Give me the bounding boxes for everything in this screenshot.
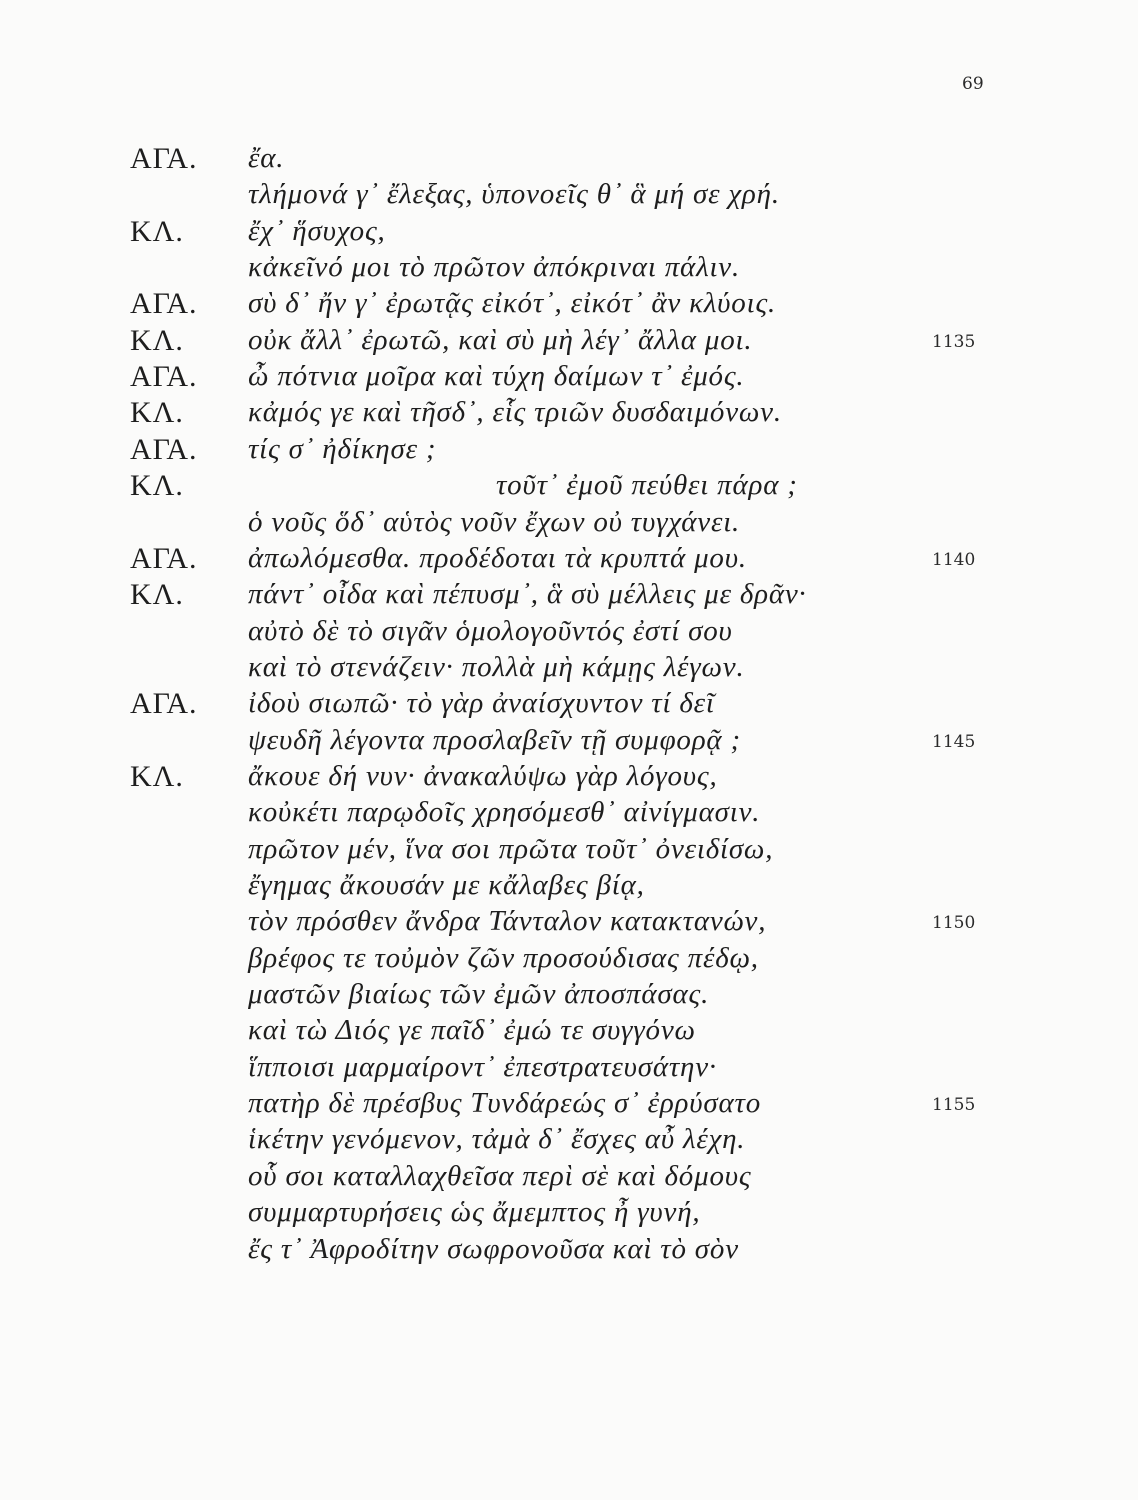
verse-line: [0, 469, 1138, 509]
speaker-label: ΚΛ.: [130, 214, 184, 248]
speaker-label: ΚΛ.: [130, 759, 184, 793]
verse-line: [0, 724, 1138, 764]
verse-text: ἵπποισι μαρμαίροντ᾽ ἐπεστρατευσάτην·: [248, 1050, 717, 1083]
verse-text: οὐκ ἄλλ᾽ ἐρωτῶ, καὶ σὺ μὴ λέγ᾽ ἄλλα μοι.: [248, 323, 753, 356]
speaker-label: ΑΓΑ.: [130, 287, 198, 321]
verse-text: κοὐκέτι παρῳδοῖς χρησόμεσθ᾽ αἰνίγμασιν.: [248, 796, 761, 829]
verse-text: καὶ τὸ στενάζειν· πολλὰ μὴ κάμῃς λέγων.: [248, 650, 745, 683]
verse-text: πατὴρ δὲ πρέσβυς Τυνδάρεώς σ᾽ ἐρρύσατο: [248, 1087, 761, 1120]
page-number: 69: [962, 74, 984, 94]
verse-line: [0, 760, 1138, 800]
speaker-label: ΚΛ.: [130, 396, 184, 430]
verse-text: μαστῶν βιαίως τῶν ἐμῶν ἀποσπάσας.: [248, 978, 710, 1011]
verse-line: [0, 1196, 1138, 1236]
verse-text: σὺ δ᾽ ἤν γ᾽ ἐρωτᾷς εἰκότ᾽, εἰκότ᾽ ἂν κλύοις.: [248, 287, 777, 320]
speaker-label: ΑΓΑ.: [130, 360, 198, 394]
verse-line: [0, 869, 1138, 909]
line-number: 1140: [932, 549, 976, 570]
verse-text: πρῶτον μέν, ἵνα σοι πρῶτα τοῦτ᾽ ὀνειδίσω,: [248, 832, 774, 865]
verse-line: [0, 287, 1138, 327]
verse-text: ὦ πότνια μοῖρα καὶ τύχη δαίμων τ᾽ ἐμός.: [248, 360, 745, 393]
verse-line: [0, 433, 1138, 473]
verse-text: αὐτὸ δὲ τὸ σιγᾶν ὁμολογοῦντός ἐστί σου: [248, 614, 733, 647]
verse-text: οὗ σοι καταλλαχθεῖσα περὶ σὲ καὶ δόμους: [248, 1159, 752, 1192]
speaker-label: ΑΓΑ.: [130, 432, 198, 466]
verse-text: συμμαρτυρήσεις ὡς ἄμεμπτος ἦ γυνή,: [248, 1196, 701, 1229]
verse-text: ἔα.: [248, 142, 285, 174]
speaker-label: ΑΓΑ.: [130, 142, 198, 175]
verse-text: ψευδῆ λέγοντα προσλαβεῖν τῇ συμφορᾷ ;: [248, 723, 741, 756]
verse-line: [0, 1014, 1138, 1054]
line-number: 1150: [932, 913, 976, 934]
verse-text: βρέφος τε τοὐμὸν ζῶν προσούδισας πέδῳ,: [248, 941, 759, 974]
verse-text: τλήμονά γ᾽ ἔλεξας, ὑπονοεῖς θ᾽ ἃ μή σε χρή.: [248, 178, 780, 211]
verse-text: τὸν πρόσθεν ἄνδρα Τάνταλον κατακτανών,: [248, 905, 767, 938]
verse-line: [0, 615, 1138, 655]
verse-line: [0, 796, 1138, 836]
verse-line: [0, 1233, 1138, 1273]
verse-text: καὶ τὼ Διός γε παῖδ᾽ ἐμώ τε συγγόνω: [248, 1014, 696, 1047]
verse-line: [0, 1051, 1138, 1091]
verse-line: [0, 506, 1138, 546]
speaker-label: ΚΛ.: [130, 323, 184, 357]
verse-line: [0, 215, 1138, 255]
line-number: 1155: [932, 1095, 976, 1116]
verse-text: ἔχ᾽ ἥσυχος,: [248, 214, 386, 247]
line-number: 1145: [932, 731, 976, 752]
verse-line: [0, 905, 1138, 945]
verse-text: ἄκουε δή νυν· ἀνακαλύψω γὰρ λόγους,: [248, 759, 718, 792]
verse-text: τοῦτ᾽ ἐμοῦ πεύθει πάρα ;: [496, 469, 798, 502]
verse-line: [0, 687, 1138, 727]
verse-line: [0, 833, 1138, 873]
verse-text: ἔς τ᾽ Ἀφροδίτην σωφρονοῦσα καὶ τὸ σὸν: [248, 1232, 739, 1265]
verse-line: [0, 178, 1138, 218]
speaker-label: ΑΓΑ.: [130, 687, 198, 721]
line-number: 1135: [932, 331, 976, 352]
verse-line: [0, 651, 1138, 691]
verse-line: [0, 942, 1138, 982]
verse-line: [0, 1123, 1138, 1163]
verse-text: ἱκέτην γενόμενον, τἀμὰ δ᾽ ἔσχες αὖ λέχη.: [248, 1123, 746, 1156]
verse-text: ἔγημας ἄκουσάν με κἄλαβες βίᾳ,: [248, 869, 645, 901]
verse-text: ἰδοὺ σιωπῶ· τὸ γὰρ ἀναίσχυντον τί δεῖ: [248, 687, 715, 720]
verse-line: [0, 1160, 1138, 1200]
verse-line: [0, 324, 1138, 364]
verse-text: κἀμός γε καὶ τῆσδ᾽, εἷς τριῶν δυσδαιμόνων.: [248, 396, 782, 429]
verse-text: ἀπωλόμεσθα. προδέδοται τὰ κρυπτά μου.: [248, 541, 747, 574]
verse-line: [0, 396, 1138, 436]
verse-text: τίς σ᾽ ἠδίκησε ;: [248, 432, 437, 465]
speaker-label: ΑΓΑ.: [130, 541, 198, 575]
verse-text: πάντ᾽ οἶδα καὶ πέπυσμ᾽, ἃ σὺ μέλλεις με δρᾶν·: [248, 578, 807, 611]
speaker-label: ΚΛ.: [130, 578, 184, 612]
verse-line: [0, 251, 1138, 291]
verse-text: κἀκεῖνό μοι τὸ πρῶτον ἀπόκριναι πάλιν.: [248, 251, 741, 284]
verse-text: ὁ νοῦς ὅδ᾽ αὑτὸς νοῦν ἔχων οὐ τυγχάνει.: [248, 505, 741, 538]
speaker-label: ΚΛ.: [130, 469, 184, 503]
verse-line: [0, 578, 1138, 618]
verse-line: [0, 978, 1138, 1018]
verse-line: [0, 1087, 1138, 1127]
verse-line: [0, 142, 1138, 182]
verse-line: [0, 360, 1138, 400]
verse-line: [0, 542, 1138, 582]
